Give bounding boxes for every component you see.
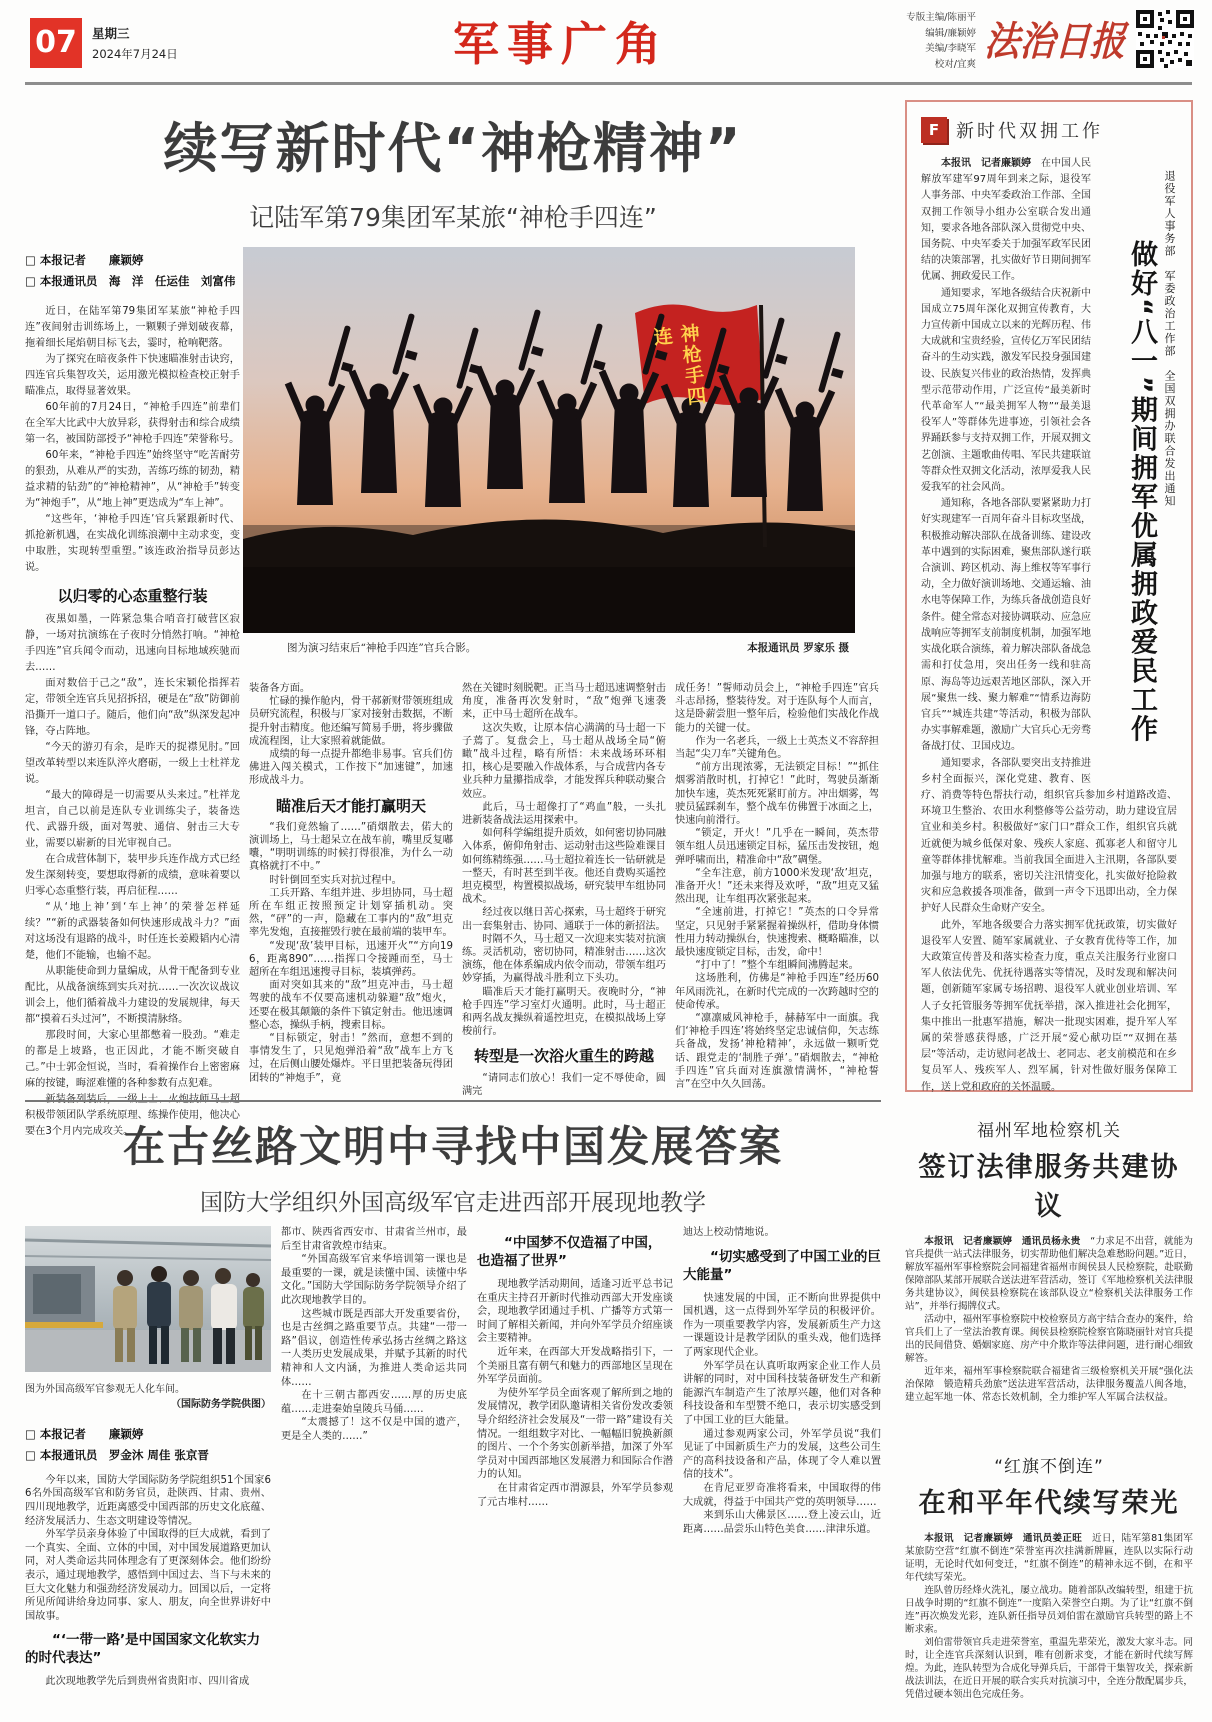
hongqi-kicker: “红旗不倒连” bbox=[994, 1457, 1104, 1477]
fuzhou-headline: 签订法律服务共建协议 bbox=[918, 1152, 1180, 1222]
paragraph: 快速发展的中国，正不断向世界提供中国机遇，这一点得到外军学员的积极评价。作为一项重要教学内容，发展新质生产力这一课题设计是教学团队的重头戏，他们选择了两家现代企业。 bbox=[683, 1292, 881, 1358]
shuangyong-notice-box bbox=[905, 100, 1193, 1092]
paragraph: 外军学员亲身体验了中国取得的巨大成就，看到了一个真实、全面、立体的中国，对中国发展道路更加认同，对人类命运共同体理念有了更深刻体会。他们纷纷表示，通过现地教学，感悟到中国过去、当下与未来的巨大文化魅力和强劲经济发展动力。回国以后，一定将所见所闻讲给身边同事、家人、朋友，向全世界讲好中国故事。 bbox=[25, 1529, 271, 1622]
paragraph: 此后，马士超像打了“鸡血”般，一头扎进新装备战法运用探索中。 bbox=[462, 801, 666, 827]
soldiers-silhouette-photo bbox=[243, 247, 855, 633]
qr-code bbox=[1136, 10, 1194, 68]
paragraph: “目标锁定，射击！”然而，意想不到的事情发生了，只见炮弹沿着“敌”战车上方飞过，在后侧山腰处爆炸。平日里把装备玩得团团转的“神炮手”，竟 bbox=[249, 1033, 453, 1084]
column-subhead: 瞄准后天才能打赢明天 bbox=[275, 796, 426, 815]
byline-reporter: □ 本报记者 廉颖婷 bbox=[25, 253, 144, 267]
paragraph: “凛凛威风神枪手，赫赫军中一面旗。我们‘神枪手四连’将始终坚定忠诚信仰，矢志练兵备战，发扬‘神枪精神’，永远做一颗听党话、跟党走的‘制胜子弹’。”硝烟散去，“神枪手四连”官兵面对连旗激情满怀，“神枪誓言”在空中久久回荡。 bbox=[675, 1013, 879, 1091]
paragraph: 成绩的每一点提升都绝非易事。官兵们仿佛进入闯关模式，工作按下“加速键”，加速形成战斗力。 bbox=[249, 749, 453, 787]
paragraph: 那段时间，大家心里都憋着一股劲。“难走的都是上坡路，也正因此，才能不断突破自己。”中士郭金恒说，当时，看着操作台上密密麻麻的按键，晦涩难懂的各种参数有点犯难。 bbox=[25, 1030, 240, 1089]
main-deck: 记陆军第79集团军某旅“神枪手四连” bbox=[249, 203, 657, 232]
staff-credits bbox=[852, 10, 976, 72]
paragraph: “我们竟然输了……”硝烟散去，偌大的演训场上，马士超呆立在战车前，嘴里反复嘟囔，“明明训练的时候打得很准，为什么一动真格就打不中。” bbox=[249, 821, 453, 873]
column-subhead: “‘一带一路’是中国国家文化软实力的时代表达” bbox=[25, 1632, 261, 1667]
paragraph: “今天的游刃有余，是昨天的捉襟见肘。”回望改革转型以来连队淬火磨砺，一级上士杜祥龙说。 bbox=[25, 742, 240, 785]
factory-visit-photo bbox=[25, 1226, 271, 1372]
paragraph: 连队曾历经烽火洗礼，屡立战功。随着部队改编转型，组建于抗日战争时期的“红旗不倒连”一度陷入荣誉空白期。为了让“红旗不倒连”再次焕发光彩，连队新任指导员刘伯雷在激励官兵转型的路上不断求索。 bbox=[905, 1585, 1193, 1635]
silkroad-columns bbox=[25, 1226, 881, 1716]
paragraph: 通知称，各地各部队要紧紧助力打好实现建军一百周年奋斗目标攻坚战，积极推动解决部队在战备训练、建设改革中遇到的实际困难，聚焦部队遂行联合演训、跨区机动、海上维权等军事行动，全力做好演训场地、交通运输、油水电等保障工作，为练兵备战创造良好条件。健全常态对接协调联动、应急应战响应等拥军支前制度机制，加强军地实战化联合演练，着力解决部队备战急需和打仗急用，突出任务一线和驻高原、海岛等边远艰苦地区部队，深入开展“聚焦一线、聚力解难”“情系边海防官兵”“城连共建”等活动，积极为部队办实事解难题，激励广大官兵心无旁骛备战打仗、卫国戍边。 bbox=[921, 498, 1091, 753]
main-column-1 bbox=[25, 250, 240, 1137]
paragraph: 此外，军地各级要合力落实拥军优抚政策，切实做好退役军人安置、随军家属就业、子女教育优待等工作，加大政策宣传普及和落实检查力度，重点关注服务行业窗口军人依法优先、优抚待遇落实等情况，及时发现和解决问题，创新随军家属专场招聘、退役军人就业创业培训、军人子女托管服务等拥军优抚举措，深入推进社会化拥军，集中推出一批惠军措施，解决一批现实困难，提升军人军属的荣誉感获得感，广泛开展“爱心献功臣”“双拥在基层”等活动，走访慰问老战士、老同志、老支前模范和在乡复员军人、残疾军人、烈军属，针对性做好服务保障工作，送上党和政府的关怀温暖。 bbox=[921, 919, 1177, 1093]
silkroad-column-1 bbox=[25, 1226, 271, 1716]
fuzhou-brief bbox=[905, 1116, 1193, 1404]
paragraph: 从职能使命到力量编成，从骨干配备到专业配比，从战备演练到实兵对抗……一次次议战议训会上，他们循着战斗力建设的发展规律，每天都“摸着石头过河”，不断摸清脉络。 bbox=[25, 966, 240, 1025]
paragraph: 专版主编/陈丽平 bbox=[906, 12, 976, 23]
paragraph: 在十三朝古都西安……厚的历史底蕴……走进秦始皇陵兵马俑…… bbox=[281, 1390, 467, 1415]
main-headline: 续写新时代“神枪精神” bbox=[163, 117, 743, 180]
shuangyong-badge bbox=[921, 114, 1177, 146]
notice-kicker-vertical: 退役军人事务部 军委政治工作部 全国双拥办联合发出通知 bbox=[1163, 170, 1176, 508]
fuzhou-body bbox=[905, 1235, 1193, 1404]
paragraph: 这场胜利，仿佛是“神枪手四连”经历60年风雨洗礼，在新时代完成的一次跨越时空的使命传承。 bbox=[675, 973, 879, 1011]
paragraph: 近年来，福州军事检察院联合福建省三级检察机关开展“强化法治保障 锻造精兵劲旅”送法进军营活动，法律服务覆盖八闽各地，建立起军地一体、常态长效机制，全力维护军人军属合法权益。 bbox=[905, 1366, 1193, 1403]
paragraph: “最大的障碍是一切需要从头来过。”杜祥龙坦言，自己以前是连队专业训练尖子，装备迭代、武器升级，面对驾驶、通信、射击三大专业，需要以崭新的目光审视自己。 bbox=[25, 790, 240, 849]
paragraph: 积极带领团队学系统原理、练操作使用，他决心要在3个月内完成攻关。 bbox=[25, 1110, 240, 1137]
paragraph: “从‘地上神’到‘车上神’的荣誉怎样延续？”“新的武器装备如何快速形成战斗力？”面对这场没有退路的战斗，时任连长姜殿韬内心清楚，他们不能输，也输不起。 bbox=[25, 902, 240, 961]
paragraph: 成任务！”誓师动员会上，“神枪手四连”官兵斗志昂扬，整装待发。对于连队每个人而言，这是卧薪尝胆一整年后，检验他们实战化作战能力的关键一仗。 bbox=[675, 683, 879, 734]
paragraph: 本报讯 记者廉颖婷 在中国人民解放军建军97周年到来之际，退役军人事务部、中央军委政治工作部、全国双拥工作领导小组办公室联合发出通知，要求各地各部队深入贯彻党中央、国务院、中央军委关于加强军政军民团结的决策部署，扎实做好节日期间拥军优属、拥政爱民工作。 bbox=[921, 158, 1091, 283]
column-subhead: “切实感受到了中国工业的巨大能量” bbox=[683, 1248, 881, 1283]
silkroad-column-3 bbox=[477, 1226, 673, 1716]
paragraph: 60年前的7月24日，“神枪手四连”前辈们在全军大比武中大放异彩，获得射击和综合成绩第一名，被国防部授予“神枪手四连”荣誉称号。 bbox=[25, 402, 240, 445]
paragraph: 忙碌的操作舱内，骨干郝新财带领班组成员研究流程，积极与厂家对接射击数据，不断提升射击精度。他还编写简易手册，将步骤做成流程图，让大家照着就能做。 bbox=[249, 696, 453, 747]
vertical-headline-area bbox=[1091, 156, 1177, 776]
silkroad-column-1-text bbox=[25, 1474, 271, 1689]
weekday-label: 星期三 bbox=[92, 26, 130, 41]
date-label: 2024年7月24日 bbox=[92, 47, 178, 61]
paragraph: “请同志们放心！我们一定不辱使命，圆满完 bbox=[462, 1072, 666, 1097]
main-photo bbox=[243, 247, 855, 633]
paragraph: 面对数倍于己之“敌”，连长宋颖伦指挥若定，带领全连官兵见招拆招，硬是在“敌”防御前沿撕开一道口子。随后，他们向“敌”纵深发起冲锋，夺占阵地。 bbox=[25, 678, 240, 737]
fuzhou-kicker: 福州军地检察机关 bbox=[977, 1121, 1121, 1141]
paragraph: 这次失败，让原本信心满满的马士超一下子蔫了。复盘会上，马士超从战场全局“俯瞰”战斗过程，略有所悟：未来战场环环相扣，核心是要融入作战体系，与合成营内各专业兵种力量攥指成拳，才能发挥兵种联动聚合效应。 bbox=[462, 722, 666, 800]
paragraph: “锁定，开火！”几乎在一瞬间，英杰带领车组人员迅速锁定目标，猛压击发按钮，炮弹呼啸而出，精准命中“敌”碉堡。 bbox=[675, 828, 879, 866]
paragraph: 在合成营体制下，装甲步兵连作战方式已经发生深刻转变，要想取得新的成绩，意味着要以归零心态重整行装，再启征程…… bbox=[25, 854, 240, 897]
column-subhead: “中国梦不仅造福了中国，也造福了世界” bbox=[477, 1235, 662, 1269]
paragraph: 来到乐山大佛景区……登上凌云山，近距离……品尝乐山特色美食……津津乐道。 bbox=[683, 1510, 881, 1535]
main-photo-credit: 本报通讯员 罗家乐 摄 bbox=[747, 642, 849, 654]
silkroad-photo-credit: （国际防务学院供图） bbox=[171, 1399, 271, 1411]
badge-label: 新时代双拥工作 bbox=[956, 121, 1103, 142]
paragraph: 校对/宜爽 bbox=[934, 58, 976, 70]
paragraph: 本报讯 记者廉颖婷 通讯员杨永贵 “力求足不出营，就能为官兵提供一站式法律服务，切实帮助他们解决急难愁盼问题。”近日，解放军福州军事检察院会同福建省福州市闽侯县人民检察院，赴联勤保障部队某部开展联合送法进军营活动，签订《军地检察机关法律服务共建协议》，闽侯县检察院在该部队设立“检察机关法律服务工作站”，并举行揭牌仪式。 bbox=[905, 1236, 1193, 1312]
paragraph: 为了探究在暗夜条件下快速瞄准射击诀窍，四连官兵集智攻关，运用激光模拟检查校正射手瞄准点，取得显著效果。 bbox=[25, 354, 240, 397]
main-photo-caption: 图为演习结束后“神枪手四连”官兵合影。 bbox=[287, 642, 477, 654]
byline-reporter: □ 本报记者 廉颖婷 bbox=[25, 1426, 144, 1441]
paragraph: 通知要求，各部队要突出支持推进乡村全面振兴，深化党建、教育、医疗、消费等特色帮扶行动，组织官兵参加乡村道路改造、环境卫生整治、农田水利整修等公益劳动，助力建设宜居宜业和美乡村。积极做好“家门口”群众工作，组织官兵就近就便为城乡低保对象、残疾人家庭、孤寡老人和留守儿童等群体排忧解难。当前我国全面进入主汛期，各部队要加强与地方的联系，密切关注汛情变化，扎实做好抢险救灾和应急救援各项准备，做到一声令下迅即出动，全力保护好人民群众生命财产安全。 bbox=[921, 757, 1177, 915]
paragraph: 编辑/廉颖婷 bbox=[925, 27, 976, 39]
paragraph: 面对突如其来的“敌”坦克冲击，马士超驾驶的战车不仅要高速机动躲避“敌”炮火，还要在极其颠簸的条件下镇定射击。他迅速调整心态，操纵手柄，搜索目标。 bbox=[249, 980, 453, 1031]
paragraph: “前方出现浓雾，无法锁定目标！”“抓住烟雾消散时机，打掉它！”此时，驾驶员渐渐加快车速，英杰死死紧盯前方。冲出烟雾，驾驶员猛踩刹车，整个战车仿佛置于冰面之上，快速向前滑行。 bbox=[675, 762, 879, 827]
paragraph: “外国高级军官来华培训第一课也是最重要的一课，就是读懂中国、读懂中华文化。”国防大学国际防务学院领导介绍了此次现地教学目的。 bbox=[281, 1254, 467, 1306]
paragraph: 此次现地教学先后到贵州省贵阳市、四川省成 bbox=[45, 1676, 250, 1688]
paragraph: “打中了！”整个车组瞬间沸腾起来。 bbox=[695, 960, 859, 972]
paragraph: 为使外军学员全面客观了解所到之地的发展情况，教学团队邀请相关省份发改委领导介绍经济社会发展及“一带一路”建设有关情况。一组组数字对比、一幅幅旧貌换新颜的图片、一个个务实创新举措，加深了外军学员对中国西部地区发展潜力和国际合作潜力的认知。 bbox=[477, 1387, 673, 1481]
hongqi-brief bbox=[905, 1452, 1193, 1701]
paragraph: “全速前进，打掉它！”英杰的口令异常坚定，只见射手紧紧握着操纵杆，借助身体惯性用力转动操纵台，快速搜索、概略瞄准，以最快速度锁定目标，击发，命中！ bbox=[675, 907, 879, 959]
notice-headline-vertical: 做好“八一”期间拥军优属拥政爱民工作 bbox=[1126, 240, 1157, 744]
badge-cube-icon: F bbox=[921, 117, 947, 143]
silkroad-deck: 国防大学组织外国高级军官走进西部开展现地教学 bbox=[200, 1190, 706, 1216]
paragraph: 瞄准后天才能打赢明天。夜晚时分，“神枪手四连”学习室灯火通明。此时，马士超正和两名战友操纵着遥控坦克，在模拟战场上穿梭前行。 bbox=[462, 986, 666, 1038]
masthead-logo: 法治日报 bbox=[983, 18, 1127, 65]
paragraph: 都市、陕西省西安市、甘肃省兰州市，最后至甘肃省敦煌市结束。 bbox=[281, 1227, 467, 1252]
paragraph: 60年来，“神枪手四连”始终坚守“吃苦耐劳的狠劲，从难从严的实劲，苦练巧练的韧劲，精益求精的钻劲”的“神枪精神”，从“神枪手”转变为“神炮手”，从“地上神”更迭成为“车上神”。 bbox=[25, 450, 240, 509]
paragraph: 近年来，在西部大开发战略指引下，一个美丽且富有朝气和魅力的西部地区呈现在外军学员面前。 bbox=[477, 1346, 673, 1386]
paragraph: 装备各方面。 bbox=[249, 683, 311, 694]
byline-correspondents: □ 本报通讯员 海 洋 任运佳 刘富伟 bbox=[25, 274, 236, 288]
paragraph: “发现‘敌’装甲目标，迅速开火”“方向196，距离890”……指挥口令接踵而至，马士超所在车组迅速搜寻目标，装填弹药。 bbox=[249, 940, 453, 979]
paragraph: “全车注意，前方1000米发现‘敌’坦克，准备开火！”还未来得及欢呼，“敌”坦克又猛然出现，让车组再次紧张起来。 bbox=[675, 867, 879, 906]
paragraph: 在肯尼亚罗奇准将看来，中国取得的伟大成就，得益于中国共产党的英明领导…… bbox=[683, 1482, 881, 1508]
column-subhead: 以归零的心态重整行装 bbox=[57, 587, 208, 605]
paragraph: 刘伯雷带领官兵走进荣誉室，重温先辈荣光，激发大家斗志。同时，让全连官兵深刻认识到，唯有创新求变，才能在新时代续写辉煌。为此，连队转型为合成化导弹兵后，干部骨干集智攻关，探索新战法训法，在近日开展的联合实兵对抗演习中，全连分散配属步兵，凭借过硬本领出色完成任务。 bbox=[905, 1637, 1193, 1700]
section-divider-rule bbox=[25, 1100, 881, 1102]
paragraph: 时隔不久，马士超又一次迎来实装对抗演练。灵活机动，密切协同，精准射击……这次演练，他在体系编成内依令而动，带领车组巧妙穿插，为赢得战斗胜利立下头功。 bbox=[462, 933, 666, 985]
paragraph: 通知要求，军地各级结合庆祝新中国成立75周年深化双拥宣传教育，大力宣传新中国成立以来的光辉历程、伟大成就和宝贵经验，宣传亿万军民团结奋斗的生动实践，激发军民投身强国建设、民族复兴伟业的政治热情，发挥典型示范带动作用，广泛宣传“最美新时代革命军人”“最美拥军人物”“最美退役军人”等群体先进事迹，引领社会各界踊跃参与支持双拥工作，开展双拥文艺创演、主题歌曲传唱、军民共建联谊等群众性双拥文化活动，浓厚爱我人民爱我军的社会风尚。 bbox=[921, 287, 1091, 494]
main-photo-caption-row bbox=[243, 640, 855, 655]
byline-correspondents: □ 本报通讯员 罗金沐 周佳 张京晋 bbox=[25, 1447, 209, 1462]
silkroad-photo-caption: 图为外国高级军官参观无人化车间。 bbox=[25, 1383, 185, 1395]
paragraph: 迪达上校动情地说。 bbox=[683, 1227, 775, 1238]
header-rule bbox=[25, 82, 1192, 85]
paragraph: 通过参观两家公司，外军学员说“我们见证了中国新质生产力的发展，这些公司生产的高科技设备和产品，体现了令人难以置信的技术”。 bbox=[683, 1428, 881, 1481]
hongqi-headline: 在和平年代续写荣光 bbox=[918, 1488, 1180, 1519]
paragraph: 活动中，福州军事检察院中校检察员方高宇结合查办的案件，给官兵们上了一堂法治教育课。闽侯县检察院检察官陈晓丽针对官兵提出的民间借贷、婚姻家庭、房产中介欺诈等法律问题，进行耐心细致解答。 bbox=[905, 1314, 1193, 1364]
paragraph: 经过夜以继日苦心探索，马士超终于研究出一套集射击、协同、通联于一体的新招法。 bbox=[462, 907, 666, 932]
paragraph: 近日，在陆军第79集团军某旅“神枪手四连”夜间射击训练场上，一颗颗子弹划破夜幕，拖着细长尾焰朝目标飞去，霎时，枪响靶落。 bbox=[25, 306, 240, 349]
hongqi-body bbox=[905, 1532, 1193, 1701]
silkroad-bylines bbox=[25, 1424, 271, 1466]
paragraph: 工兵开路、车组并进、步坦协同，马士超所在车组正按照预定计划穿插机动。突然，“砰”的一声，隐藏在工事内的“敌”坦克率先发炮，直接摧毁行驶在最前端的装甲车。 bbox=[249, 887, 453, 939]
paragraph: “太震撼了！这不仅是中国的遗产，更是全人类的……” bbox=[281, 1417, 467, 1442]
paragraph: 然在关键时刻脱靶。正当马士超迅速调整射击角度，准备再次发射时，“敌”炮弹飞速袭来，正中马士超所在战车。 bbox=[462, 683, 666, 721]
section-title: 军事广角 bbox=[453, 17, 669, 71]
paragraph: 作为一名老兵，一级上士英杰义不容辞担当起“尖刀车”关键角色。 bbox=[675, 735, 879, 761]
paragraph: 今年以来，国防大学国际防务学院组织51个国家66名外国高级军官和防务官员，赴陕西、甘肃、贵州、四川现地教学，近距离感受中国西部的历史文化底蕴、经济发展活力、生态文明建设等情况。 bbox=[25, 1474, 271, 1527]
column-subhead: 转型是一次浴火重生的跨越 bbox=[473, 1047, 654, 1066]
silkroad-headline: 在古丝路文明中寻找中国发展答案 bbox=[122, 1122, 783, 1171]
flag-text: 神枪手四连 bbox=[649, 322, 708, 409]
notice-body bbox=[921, 156, 1177, 1096]
paragraph: 外军学员在认真听取两家企业工作人员讲解的同时，对中国科技装备研发生产和新能源汽车制造产生了浓厚兴趣，他们对各种科技设备和车型赞不绝口，表示切实感受到了中国工业的巨大能量。 bbox=[683, 1360, 881, 1426]
paragraph: 如何科学编组提升质效，如何密切协同融入体系，俯仰角射击、运动射击这些险难课目如何练精练强……马士超拉着连长一钻研就是一整天，有时甚至到半夜。他还自费购买遥控坦克模型，构置模拟战场，研究装甲车组协同战术。 bbox=[462, 828, 666, 906]
silkroad-column-2 bbox=[281, 1226, 467, 1716]
main-bylines bbox=[25, 250, 240, 292]
main-column-1-text bbox=[25, 304, 240, 1140]
paragraph: 美编/李晓军 bbox=[925, 43, 976, 54]
page-number-box: 07 bbox=[30, 18, 82, 68]
paragraph: 本报讯 记者廉颖婷 通讯员姜正旺 近日，陆军第81集团军某旅防空营“红旗不倒连”荣誉室再次挂满新牌匾，连队以实际行动证明，无论时代如何变迁，“红旗不倒连”的精神永远不倒，在和平年代续写荣光。 bbox=[905, 1533, 1193, 1583]
paragraph: 时针倒回至实兵对抗过程中。 bbox=[269, 874, 402, 886]
silkroad-column-4 bbox=[683, 1226, 881, 1716]
paragraph: 现地教学活动期间，适逢习近平总书记在重庆主持召开新时代推动西部大开发座谈会，现地教学团通过手机、广播等方式第一时间了解相关新闻，并向外军学员介绍座谈会主要精神。 bbox=[477, 1279, 673, 1345]
paragraph: 夜黑如墨，一阵紧急集合哨音打破营区寂静，一场对抗演练在子夜时分悄然打响。“神枪手四连”官兵闻令而动，迅速向目标地域疾驰而去…… bbox=[25, 614, 240, 673]
paragraph: 这些城市既是西部大开发重要省份，也是古丝绸之路重要节点。共建“一带一路”倡议，创造性传承弘扬古丝绸之路这一人类历史发展成果，并赋予其新的时代精神和人文内涵，为推进人类命运共同体…… bbox=[281, 1308, 467, 1388]
paragraph: “这些年，‘神枪手四连’官兵紧跟新时代、抓抢新机遇，在实战化训练浪潮中主动求变，变中取胜，实现转型重塑。”该连政治指导员彭达说。 bbox=[25, 514, 240, 573]
paragraph: 在甘肃省定西市渭源县，外军学员参观了元古堆村…… bbox=[477, 1482, 673, 1508]
